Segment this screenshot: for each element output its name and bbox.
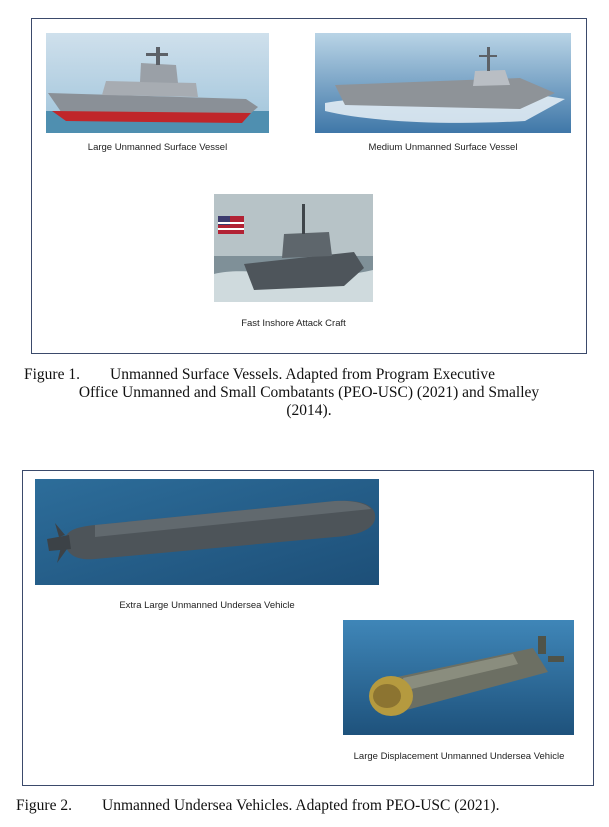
figure-1-caption-line-2: Office Unmanned and Small Combatants (PEO-USC) (2021) and Smalley — [78, 384, 540, 401]
lduuv-image — [343, 620, 574, 735]
xluuv-image — [35, 479, 379, 585]
figure-1-caption — [24, 366, 594, 420]
figure-2-number: Figure 2. — [16, 797, 72, 814]
figure-2-caption — [16, 797, 606, 815]
figure-1-caption-line-1: Unmanned Surface Vessels. Adapted from Program Executive — [110, 366, 495, 383]
fiac-image — [214, 194, 373, 302]
medium-usv-image — [315, 33, 571, 133]
figure-1-number: Figure 1. — [24, 366, 80, 383]
xluuv-label: Extra Large Unmanned Undersea Vehicle — [119, 600, 295, 611]
figure-1-caption-line-3: (2014). — [286, 402, 332, 419]
large-usv-image — [46, 33, 269, 133]
figure-2-caption-text: Unmanned Undersea Vehicles. Adapted from PEO-USC (2021). — [102, 797, 500, 814]
fiac-label: Fast Inshore Attack Craft — [241, 318, 346, 329]
large-usv-label: Large Unmanned Surface Vessel — [87, 142, 228, 153]
lduuv-label: Large Displacement Unmanned Undersea Vehicle — [353, 751, 565, 762]
medium-usv-label: Medium Unmanned Surface Vessel — [368, 142, 518, 153]
